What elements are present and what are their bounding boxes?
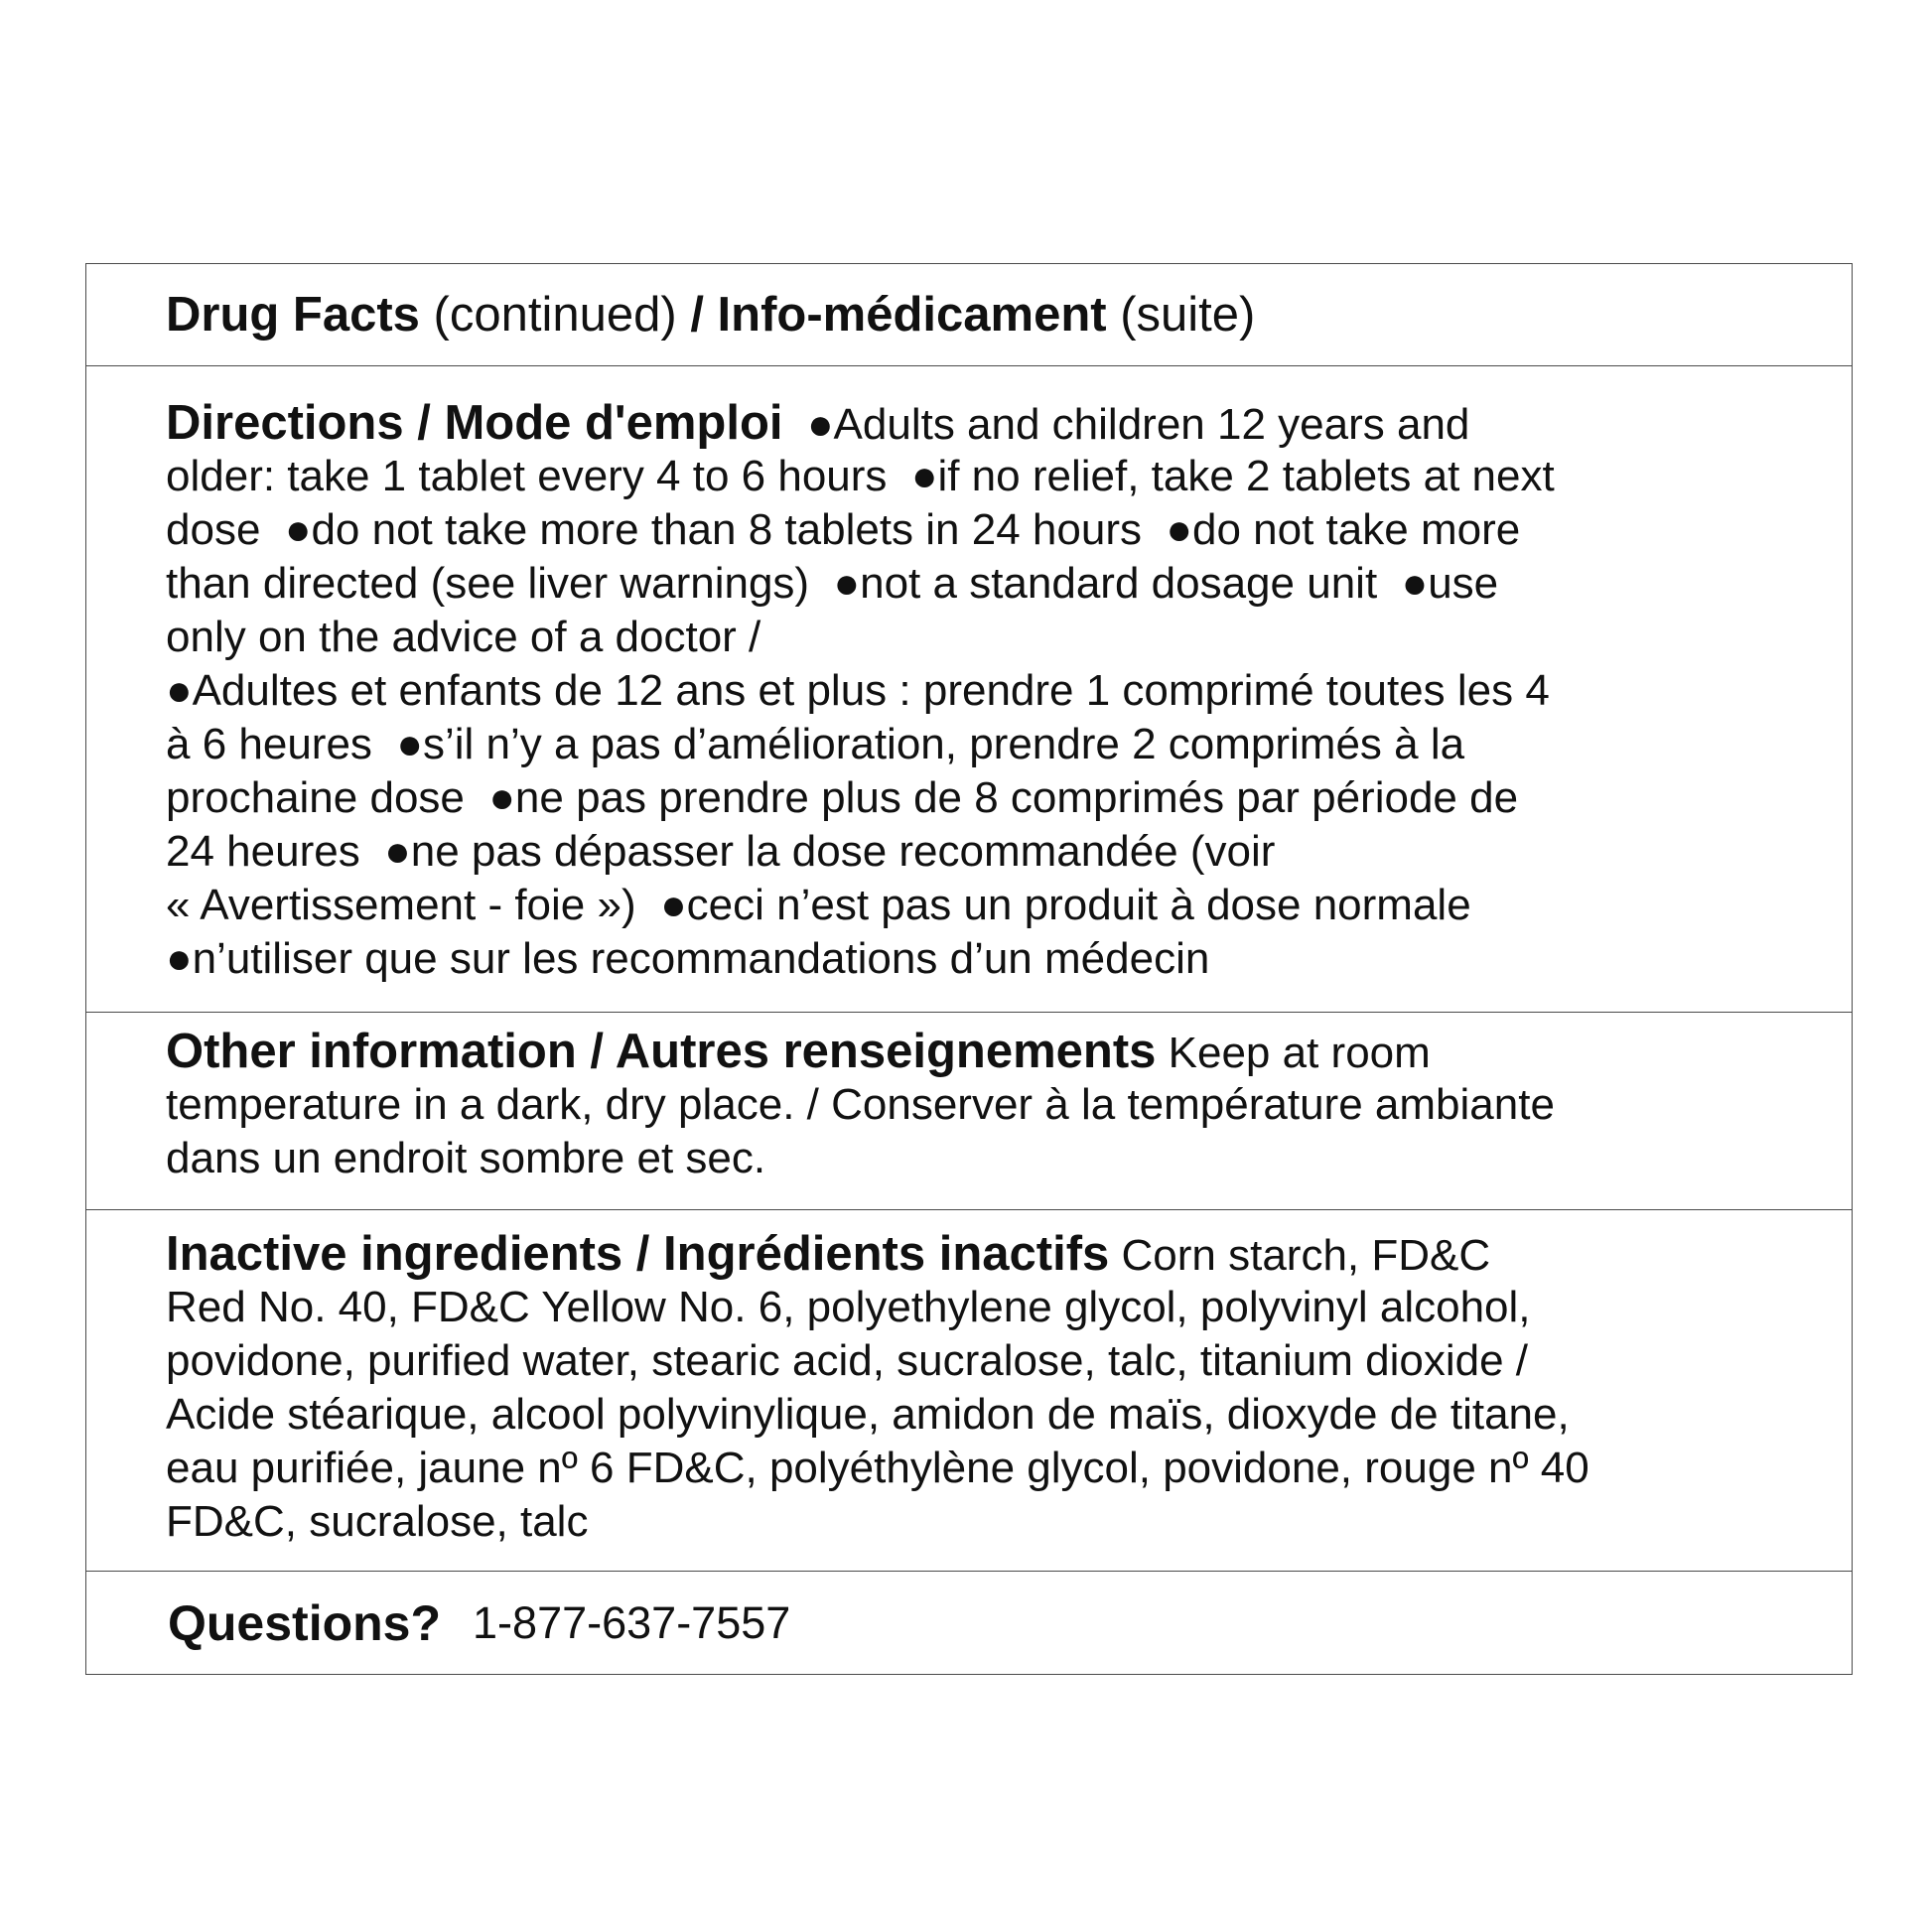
- inactive-ingredients-text: Corn starch, FD&C: [1109, 1231, 1491, 1280]
- inactive-ingredients-line: povidone, purified water, stearic acid, sucralose, talc, titanium dioxide /: [166, 1336, 1529, 1385]
- directions-text: ●Adults and children 12 years and: [782, 400, 1470, 449]
- questions-phone-number: 1-877-637-7557: [473, 1596, 791, 1648]
- inactive-ingredients-line: Acide stéarique, alcool polyvinylique, amidon de maïs, dioxyde de titane,: [166, 1390, 1570, 1439]
- drug-facts-title-row: [86, 264, 1852, 365]
- inactive-ingredients-line: eau purifiée, jaune nº 6 FD&C, polyéthylène glycol, povidone, rouge nº 40: [166, 1444, 1589, 1492]
- other-information-text: Keep at room: [1156, 1029, 1431, 1077]
- directions-line: [166, 396, 1852, 450]
- title-continued: (continued): [419, 287, 677, 342]
- other-information-line: dans un endroit sombre et sec.: [166, 1134, 766, 1182]
- directions-line: 24 heures ●ne pas dépasser la dose recommandée (voir: [166, 827, 1276, 876]
- directions-line: than directed (see liver warnings) ●not a standard dosage unit ●use: [166, 559, 1499, 608]
- inactive-ingredients-section: [86, 1209, 1852, 1571]
- title-info-medicament: Info-médicament: [717, 287, 1107, 342]
- title-suite: (suite): [1106, 287, 1256, 342]
- other-information-heading: Other information / Autres renseignements: [166, 1025, 1157, 1078]
- other-information-section: [86, 1012, 1852, 1209]
- inactive-ingredients-line: [166, 1227, 1852, 1281]
- questions-heading: Questions?: [168, 1594, 442, 1651]
- drug-facts-panel: [85, 263, 1853, 1675]
- directions-line: ●Adultes et enfants de 12 ans et plus : prendre 1 comprimé toutes les 4: [166, 666, 1550, 715]
- directions-line: older: take 1 tablet every 4 to 6 hours ●if no relief, take 2 tablets at next: [166, 452, 1555, 500]
- directions-heading: Directions / Mode d'emploi: [166, 396, 783, 450]
- other-information-line: temperature in a dark, dry place. / Conserver à la température ambiante: [166, 1080, 1555, 1129]
- directions-line: dose ●do not take more than 8 tablets in 24 hours ●do not take more: [166, 505, 1521, 554]
- questions-section: [86, 1571, 1852, 1674]
- directions-line: only on the advice of a doctor /: [166, 613, 761, 661]
- directions-line: prochaine dose ●ne pas prendre plus de 8 comprimés par période de: [166, 773, 1519, 822]
- directions-line: à 6 heures ●s’il n’y a pas d’amélioration, prendre 2 comprimés à la: [166, 720, 1465, 768]
- inactive-ingredients-heading: Inactive ingredients / Ingrédients inactifs: [166, 1227, 1110, 1281]
- title-drug-facts: Drug Facts: [166, 287, 420, 342]
- panel-title: [166, 287, 1256, 342]
- inactive-ingredients-line: FD&C, sucralose, talc: [166, 1497, 589, 1546]
- title-separator: /: [676, 287, 718, 342]
- directions-line: « Avertissement - foie ») ●ceci n’est pas un produit à dose normale: [166, 881, 1471, 929]
- directions-line: ●n’utiliser que sur les recommandations d’un médecin: [166, 934, 1210, 983]
- inactive-ingredients-line: Red No. 40, FD&C Yellow No. 6, polyethylene glycol, polyvinyl alcohol,: [166, 1283, 1531, 1331]
- directions-section: [86, 365, 1852, 1012]
- other-information-line: [166, 1025, 1852, 1078]
